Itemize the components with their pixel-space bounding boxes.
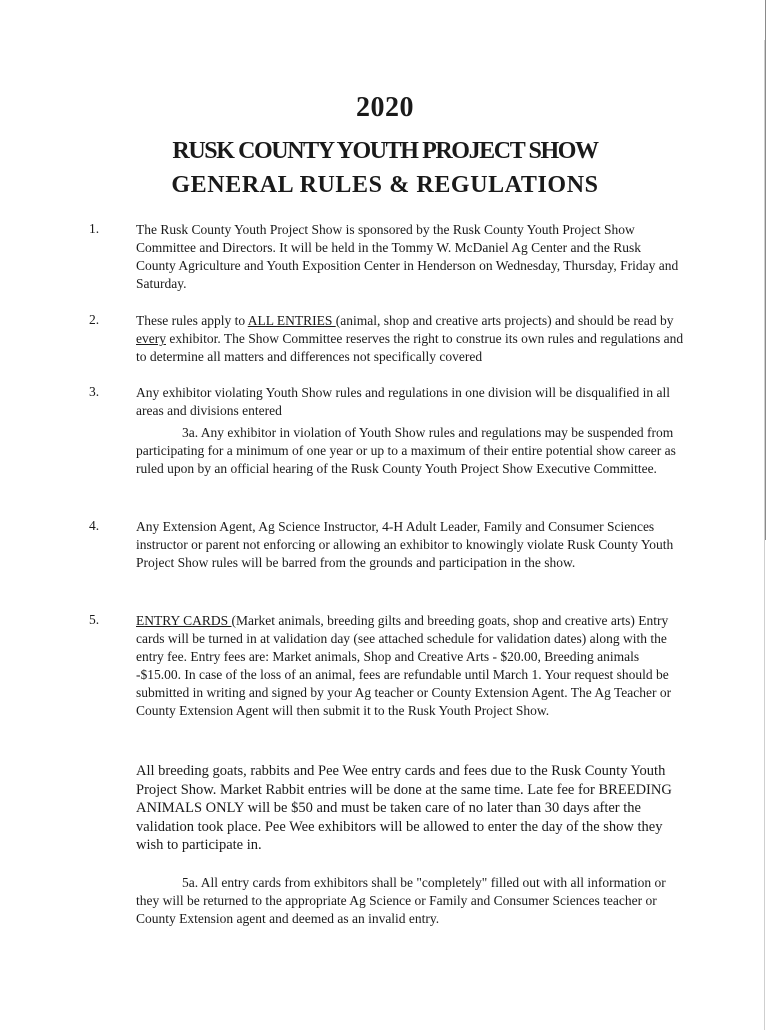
rule-text: The Rusk County Youth Project Show is sponsored by the Rusk County Youth Project Show Committee and Directors. It will be held in the Tommy W. McDaniel Ag Center and the Rusk County Agriculture and Youth Exposition Center in Henderson on Wednesday, Thursday, Friday and Saturday. [136, 222, 679, 291]
rule-number: 2. [89, 312, 100, 327]
rule-text-part: These rules apply to [136, 313, 248, 328]
underlined-text: every [136, 331, 166, 346]
underlined-text: ALL ENTRIES [247, 313, 336, 328]
rule-number: 5. [89, 612, 100, 627]
scan-edge-line [765, 0, 766, 540]
rule-text-part: exhibitor. The Show Committee reserves the right to construe its own rules and regulations and to determine all matters and differences not specifically covered [136, 331, 684, 364]
rule-text-part: (Market animals, breeding gilts and breeding goats, shop and creative arts) Entry cards will be turned in at validation day (see attached schedule for validation dates) along with the entry fee. Entry fees are: Market animals, Shop and Creative Arts - $20.00, Breeding animals -$15.00. In case of the loss of an animal, fees are refundable until March 1. Your request should be submitted in writing and signed by your Ag teacher or County Extension Agent. The Ag Teacher or County Extension Agent will then submit it to the Rusk Youth Project Show. [136, 613, 672, 718]
underlined-text: ENTRY CARDS [136, 613, 232, 628]
rule-text-part: (animal, shop and creative arts projects) and should be read by [335, 313, 674, 328]
document-subtitle: GENERAL RULES & REGULATIONS [171, 172, 599, 198]
rule-text [136, 612, 684, 720]
document-title: RUSK COUNTY YOUTH PROJECT SHOW [172, 138, 598, 164]
rule-number: 4. [89, 518, 100, 533]
rule-text: Any exhibitor violating Youth Show rules and regulations in one division will be disqualified in all areas and divisions entered [136, 385, 670, 418]
rule-number: 3. [89, 384, 100, 399]
rule-subsection-5a: 5a. All entry cards from exhibitors shall be "completely" filled out with all information or they will be returned to the appropriate Ag Science or Family and Consumer Sciences teacher or County Extension agent and deemed as an invalid entry. [136, 875, 666, 926]
rule-text: Any Extension Agent, Ag Science Instructor, 4-H Adult Leader, Family and Consumer Sciences instructor or parent not enforcing or allowing an exhibitor to knowingly violate Rusk County Youth Project Show rules will be barred from the grounds and participation in the show. [136, 519, 674, 570]
rule-text [136, 312, 684, 366]
rule-number: 1. [89, 221, 100, 236]
document-year: 2020 [356, 92, 414, 123]
rule-subsection-3a: 3a. Any exhibitor in violation of Youth Show rules and regulations may be suspended from participating for a minimum of one year or up to a maximum of their entire potential show career as ruled upon by an official hearing of the Rusk County Youth Project Show Executive Committee. [136, 425, 676, 476]
rule-5-paragraph-2: All breeding goats, rabbits and Pee Wee entry cards and fees due to the Rusk County Youth Project Show. Market Rabbit entries will be done at the same time. Late fee for BREEDING ANIMALS ONLY will be $50 and must be taken care of no later than 30 days after the validation took place. Pee Wee exhibitors will be allowed to enter the day of the show they wish to participate in. [136, 763, 672, 853]
